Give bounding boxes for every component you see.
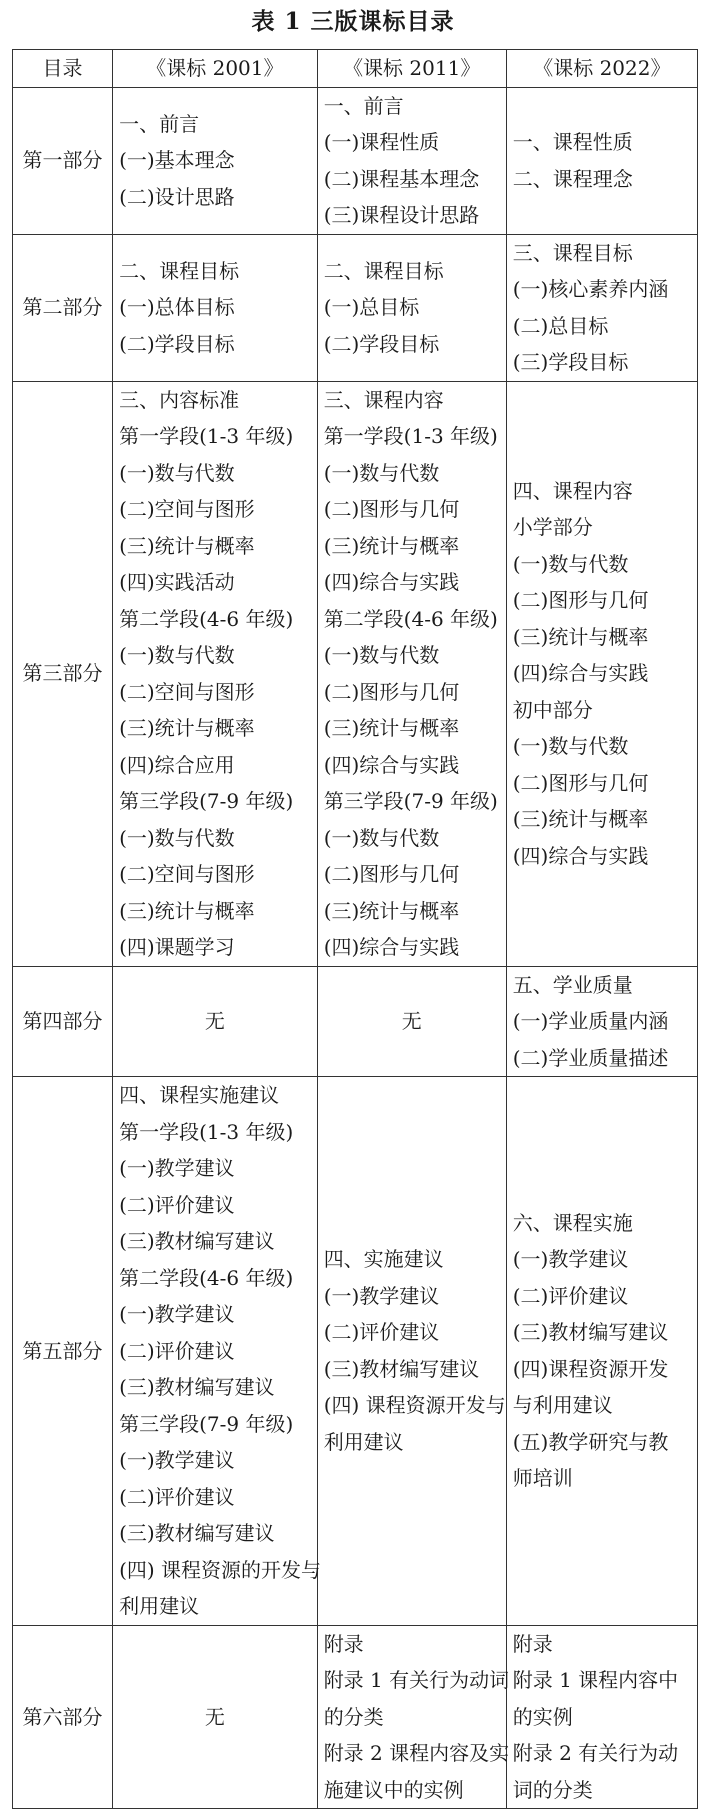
cell-line: (一)数与代数 [323,643,440,667]
table-cell-2022 [506,234,697,381]
row-label: 第一部分 [13,87,113,234]
cell-line: (三)统计与概率 [119,716,255,740]
table-row [13,234,698,381]
cell-line: 附录 1 课程内容中 [512,1668,679,1692]
cell-line: (一)教学建议 [119,1302,235,1326]
table-row [13,381,698,966]
header-2001: 《课标 2001》 [113,50,318,88]
cell-line: (二)课程基本理念 [323,166,480,191]
cell-line: (二)总目标 [512,313,609,338]
table-cell-2022 [506,1077,697,1626]
cell-line: (一)课程性质 [323,130,440,154]
table-cell-2022 [506,966,697,1077]
cell-line: 初中部分 [512,697,593,722]
cell-line: 利用建议 [119,1594,200,1618]
cell-line: (三)统计与概率 [323,716,460,740]
cell-line: (一)数与代数 [119,825,235,850]
cell-line: (一)数与代数 [323,825,440,850]
cell-line: (三)课程设计思路 [323,203,480,227]
row-label: 第二部分 [13,234,113,381]
cell-line: (一)总体目标 [119,295,235,320]
table-row [13,966,698,1077]
table-cell-2001 [113,381,318,966]
cell-line: (二)图形与几何 [323,679,460,704]
syllabus-contents-table [12,49,698,1809]
cell-line: 施建议中的实例 [323,1777,464,1802]
cell-line: 附录 [512,1631,553,1656]
cell-line: 无 [204,1009,225,1033]
cell-line: (四)综合与实践 [512,843,649,868]
cell-line: (二)图形与几何 [512,588,649,613]
cell-line: 六、课程实施 [512,1210,633,1235]
table-cell-2001 [113,966,318,1077]
cell-line: (二)空间与图形 [119,679,255,704]
cell-line: (二)空间与图形 [119,497,255,521]
row-label: 第六部分 [13,1625,113,1809]
table-cell-2011 [317,1077,506,1626]
cell-line: (三)教材编写建议 [119,1229,275,1253]
cell-line: 第二学段(4-6 年级) [323,606,498,631]
cell-line: 第三学段(7-9 年级) [119,789,294,813]
cell-line: (一)核心素养内涵 [512,277,669,301]
cell-line: 二、课程理念 [512,166,633,191]
table-body [13,87,698,1809]
table-caption: 表 1 三版课标目录 [251,8,455,35]
cell-line: 第三学段(7-9 年级) [323,789,498,813]
cell-line: (三)统计与概率 [512,624,649,649]
header-2011: 《课标 2011》 [317,50,506,88]
cell-line: 一、课程性质 [512,130,633,154]
cell-line: (一)数与代数 [512,734,629,759]
cell-line: (一)教学建议 [512,1247,629,1272]
cell-line: (四)综合与实践 [323,752,460,777]
cell-line: (五)教学研究与教 [512,1429,669,1454]
cell-line: (三)统计与概率 [323,533,460,558]
cell-line: (三)教材编写建议 [323,1356,480,1381]
cell-line: 第二学段(4-6 年级) [119,606,294,631]
cell-line: (一)总目标 [323,295,420,320]
table-row [13,87,698,234]
cell-line: (二)设计思路 [119,184,235,209]
cell-line: 师培训 [512,1466,573,1491]
cell-line: 小学部分 [512,515,593,540]
cell-line: 附录 1 有关行为动词 [323,1668,510,1692]
table-row [13,1625,698,1809]
cell-line: (二)图形与几何 [323,862,460,886]
cell-line: (一)学业质量内涵 [512,1009,669,1033]
row-label: 第四部分 [13,966,113,1077]
cell-line: 附录 2 课程内容及实 [323,1741,510,1765]
header-2022: 《课标 2022》 [506,50,697,88]
cell-line: (一)基本理念 [119,148,235,173]
cell-line: 一、前言 [119,111,200,136]
cell-line: 第一学段(1-3 年级) [119,424,294,448]
cell-line: (二)图形与几何 [512,770,649,795]
table-cell-2001 [113,234,318,381]
cell-line: 附录 2 有关行为动 [512,1741,679,1765]
table-cell-2001 [113,1625,318,1809]
cell-line: 附录 [323,1631,364,1656]
cell-line: (一)数与代数 [323,460,440,485]
cell-line: (四) 课程资源开发与 [323,1393,506,1418]
cell-line: (一)教学建议 [119,1448,235,1472]
cell-line: 二、课程目标 [119,258,240,283]
cell-line: 二、课程目标 [323,258,444,283]
cell-line: (二)学业质量描述 [512,1045,669,1070]
cell-line: (二)学段目标 [119,331,235,356]
cell-line: (四)综合与实践 [323,935,460,959]
cell-line: (三)统计与概率 [119,898,255,923]
cell-line: (三)教材编写建议 [119,1375,275,1399]
cell-line: (一)教学建议 [323,1283,440,1308]
cell-line: 四、实施建议 [323,1247,444,1272]
cell-line: (四)课程资源开发 [512,1356,669,1381]
cell-line: 五、学业质量 [512,972,633,997]
cell-line: (四)综合与实践 [512,661,649,686]
cell-line: (二)评价建议 [119,1338,235,1363]
row-label: 第五部分 [13,1077,113,1626]
cell-line: (一)数与代数 [119,460,235,485]
cell-line: 第一学段(1-3 年级) [119,1119,294,1144]
cell-line: 词的分类 [512,1777,593,1802]
cell-line: (三)统计与概率 [323,898,460,923]
cell-line: (四)课题学习 [119,935,235,959]
table-cell-2001 [113,1077,322,1626]
table-cell-2001 [113,87,318,234]
table-cell-2011 [317,966,506,1077]
row-label: 第三部分 [13,381,113,966]
cell-line: (三)学段目标 [512,350,629,374]
cell-line: 第一学段(1-3 年级) [323,424,498,448]
cell-line: 利用建议 [323,1429,404,1454]
cell-line: (四)综合与实践 [323,570,460,594]
cell-line: 四、课程内容 [512,478,633,503]
cell-line: 三、课程内容 [323,387,444,412]
header-catalog: 目录 [13,50,113,88]
cell-line: 与利用建议 [512,1393,613,1418]
cell-line: (二)学段目标 [323,331,440,356]
cell-line: 无 [401,1009,422,1033]
cell-line: (一)数与代数 [512,551,629,576]
cell-line: (四)综合应用 [119,752,235,777]
table-cell-2022 [506,1625,697,1809]
cell-line: 一、前言 [323,93,404,118]
cell-line: (二)空间与图形 [119,862,255,886]
cell-line: (三)统计与概率 [119,533,255,558]
cell-line: (二)图形与几何 [323,497,460,521]
table-cell-2022 [506,87,697,234]
cell-line: (二)评价建议 [119,1484,235,1509]
cell-line: 的分类 [323,1704,384,1729]
cell-line: 第二学段(4-6 年级) [119,1265,294,1290]
cell-line: 无 [204,1704,225,1729]
table-cell-2022 [506,381,697,966]
table-cell-2011 [317,1625,510,1809]
cell-line: 第三学段(7-9 年级) [119,1411,294,1436]
header-row [13,50,698,88]
table-row [13,1077,698,1626]
cell-line: (四) 课程资源的开发与 [119,1557,322,1582]
cell-line: (三)教材编写建议 [119,1521,275,1545]
cell-line: 的实例 [512,1704,573,1729]
cell-line: 四、课程实施建议 [119,1083,280,1107]
cell-line: (三)统计与概率 [512,807,649,832]
table-cell-2011 [317,234,506,381]
cell-line: (一)教学建议 [119,1156,235,1180]
table-cell-2011 [317,381,506,966]
cell-line: (一)数与代数 [119,643,235,667]
cell-line: 三、内容标准 [119,387,240,412]
cell-line: (二)评价建议 [119,1192,235,1217]
cell-line: (二)评价建议 [323,1320,440,1345]
cell-line: 三、课程目标 [512,240,633,265]
table-cell-2011 [317,87,506,234]
cell-line: (二)评价建议 [512,1283,629,1308]
cell-line: (四)实践活动 [119,570,235,594]
cell-line: (三)教材编写建议 [512,1320,669,1345]
